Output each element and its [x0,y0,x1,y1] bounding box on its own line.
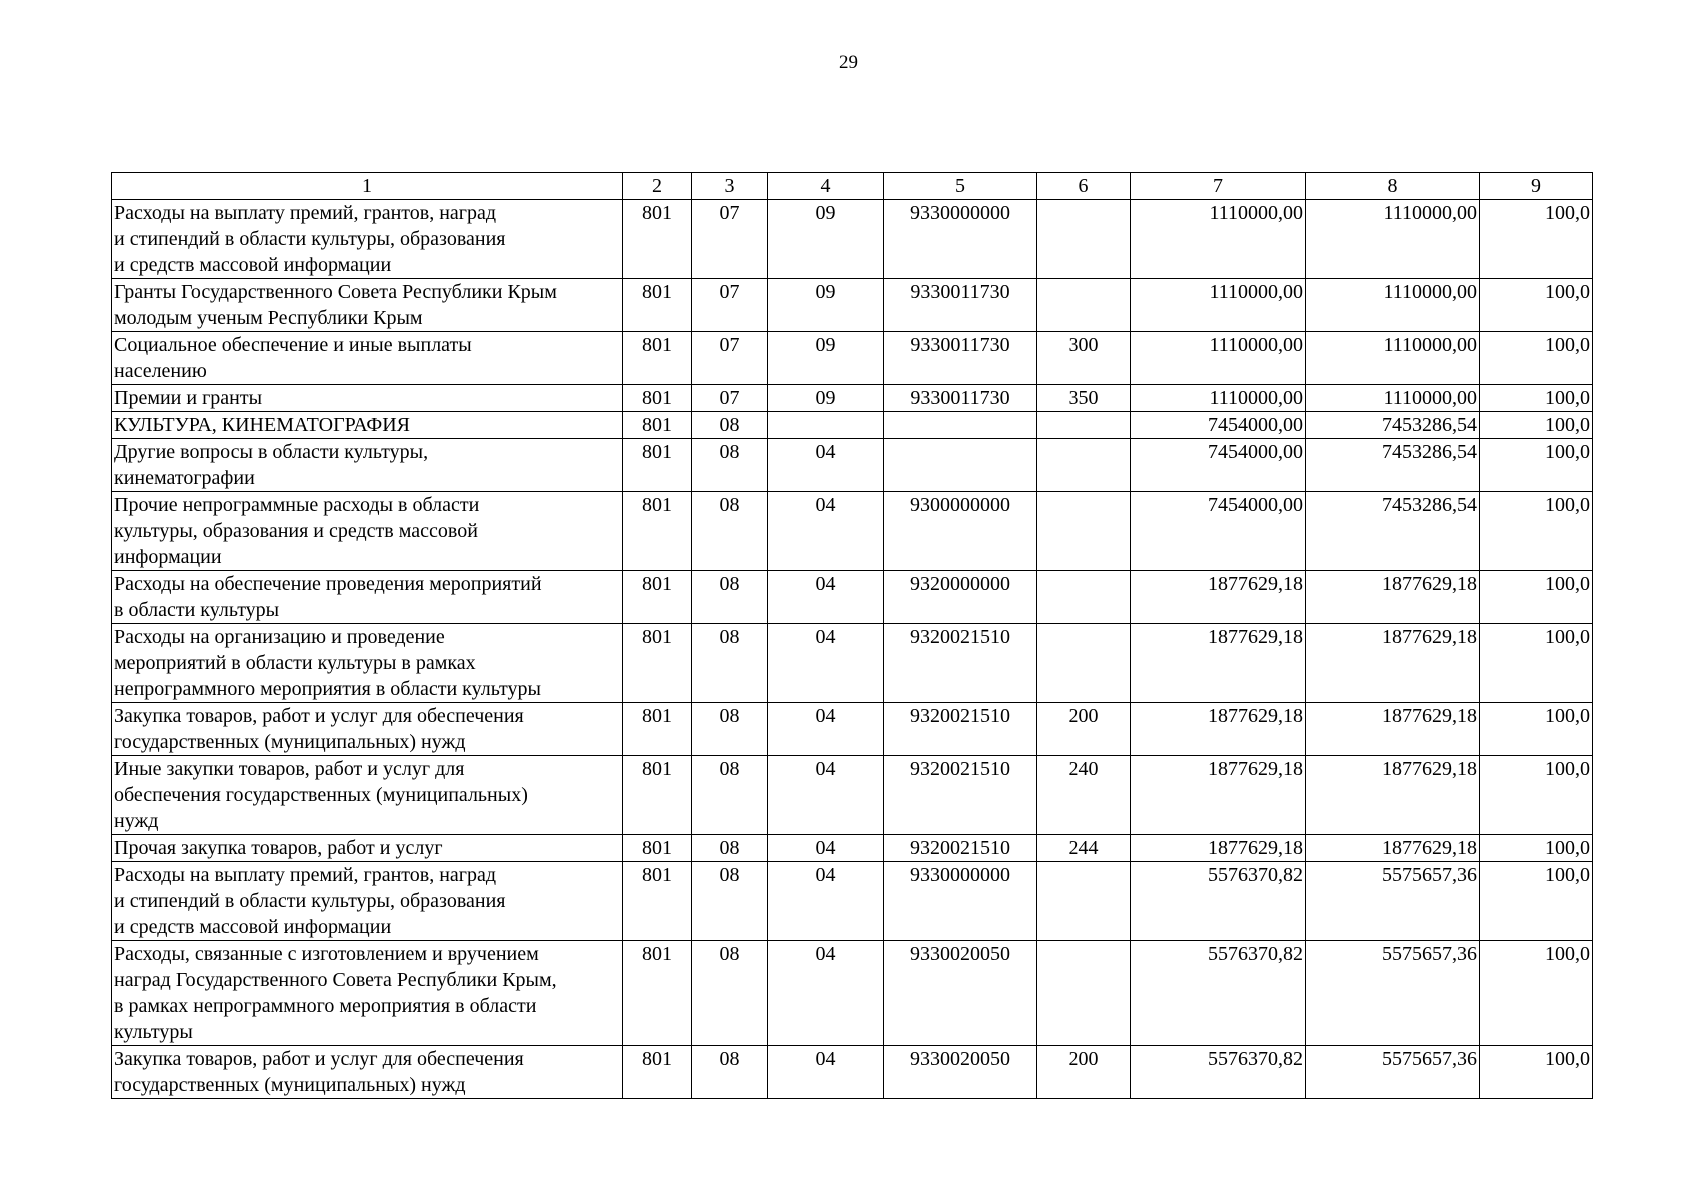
section-code-cell: 08 [692,412,768,439]
subsection-code-cell: 04 [768,624,884,703]
column-header: 5 [884,173,1037,200]
column-header: 9 [1480,173,1593,200]
row-name-line: культуры [114,1021,193,1043]
expense-type-cell [1037,279,1131,332]
target-article-cell: 9320021510 [884,703,1037,756]
table-row [112,941,1593,1046]
row-name-cell [112,385,623,412]
section-code-cell: 07 [692,279,768,332]
ministry-code-cell: 801 [623,835,692,862]
budget-table [111,172,1593,1099]
expense-type-cell [1037,571,1131,624]
table-row [112,200,1593,279]
ministry-code-cell: 801 [623,439,692,492]
ministry-code-cell: 801 [623,412,692,439]
section-code-cell: 08 [692,941,768,1046]
section-code-cell: 08 [692,624,768,703]
expense-type-cell [1037,941,1131,1046]
percent-cell: 100,0 [1480,332,1593,385]
target-article-cell [884,412,1037,439]
ministry-code-cell: 801 [623,1046,692,1099]
row-name-line: информации [114,546,222,568]
row-name-cell [112,835,623,862]
section-code-cell: 07 [692,200,768,279]
percent-cell: 100,0 [1480,439,1593,492]
executed-amount-cell: 5575657,36 [1306,1046,1480,1099]
approved-amount-cell: 7454000,00 [1131,492,1306,571]
ministry-code-cell: 801 [623,571,692,624]
table-row [112,385,1593,412]
section-code-cell: 08 [692,571,768,624]
table-row [112,279,1593,332]
percent-cell: 100,0 [1480,412,1593,439]
row-name-line: Премии и гранты [114,387,263,409]
column-header: 3 [692,173,768,200]
target-article-cell: 9330020050 [884,941,1037,1046]
executed-amount-cell: 7453286,54 [1306,492,1480,571]
section-code-cell: 08 [692,492,768,571]
section-code-cell: 08 [692,756,768,835]
section-code-cell: 08 [692,1046,768,1099]
row-name-cell [112,1046,623,1099]
ministry-code-cell: 801 [623,200,692,279]
row-name-line: нужд [114,810,159,832]
executed-amount-cell: 7453286,54 [1306,439,1480,492]
approved-amount-cell: 1110000,00 [1131,200,1306,279]
subsection-code-cell: 04 [768,439,884,492]
percent-cell: 100,0 [1480,1046,1593,1099]
ministry-code-cell: 801 [623,703,692,756]
percent-cell: 100,0 [1480,624,1593,703]
subsection-code-cell: 04 [768,835,884,862]
expense-type-cell: 300 [1037,332,1131,385]
section-code-cell: 07 [692,332,768,385]
percent-cell: 100,0 [1480,279,1593,332]
subsection-code-cell: 04 [768,492,884,571]
table-row [112,862,1593,941]
executed-amount-cell: 1877629,18 [1306,835,1480,862]
approved-amount-cell: 5576370,82 [1131,1046,1306,1099]
row-name-cell [112,492,623,571]
subsection-code-cell: 04 [768,862,884,941]
row-name-line: государственных (муниципальных) нужд [114,731,466,753]
row-name-line: Расходы на организацию и проведение [114,626,445,648]
column-header: 1 [112,173,623,200]
table-row [112,703,1593,756]
table-row [112,571,1593,624]
subsection-code-cell: 09 [768,279,884,332]
row-name-line: Закупка товаров, работ и услуг для обеспечения [114,705,524,727]
row-name-line: культуры, образования и средств массовой [114,520,478,542]
row-name-line: молодым ученым Республики Крым [114,307,423,329]
executed-amount-cell: 1877629,18 [1306,703,1480,756]
expense-type-cell [1037,200,1131,279]
subsection-code-cell: 04 [768,703,884,756]
section-code-cell: 07 [692,385,768,412]
ministry-code-cell: 801 [623,385,692,412]
target-article-cell: 9330011730 [884,332,1037,385]
row-name-line: Прочая закупка товаров, работ и услуг [114,837,443,859]
target-article-cell: 9300000000 [884,492,1037,571]
section-code-cell: 08 [692,439,768,492]
row-name-line: Расходы, связанные с изготовлением и вручением [114,943,539,965]
expense-type-cell [1037,412,1131,439]
target-article-cell: 9330011730 [884,385,1037,412]
subsection-code-cell: 04 [768,571,884,624]
approved-amount-cell: 1877629,18 [1131,703,1306,756]
approved-amount-cell: 5576370,82 [1131,941,1306,1046]
target-article-cell: 9320021510 [884,835,1037,862]
row-name-line: Иные закупки товаров, работ и услуг для [114,758,465,780]
target-article-cell: 9320021510 [884,624,1037,703]
subsection-code-cell: 04 [768,756,884,835]
percent-cell: 100,0 [1480,835,1593,862]
approved-amount-cell: 1877629,18 [1131,756,1306,835]
expense-type-cell: 200 [1037,703,1131,756]
subsection-code-cell: 04 [768,941,884,1046]
approved-amount-cell: 7454000,00 [1131,412,1306,439]
row-name-cell [112,941,623,1046]
percent-cell: 100,0 [1480,862,1593,941]
section-code-cell: 08 [692,862,768,941]
executed-amount-cell: 1110000,00 [1306,332,1480,385]
approved-amount-cell: 1110000,00 [1131,279,1306,332]
executed-amount-cell: 1110000,00 [1306,385,1480,412]
ministry-code-cell: 801 [623,332,692,385]
table-row [112,756,1593,835]
percent-cell: 100,0 [1480,941,1593,1046]
ministry-code-cell: 801 [623,862,692,941]
executed-amount-cell: 1877629,18 [1306,624,1480,703]
row-name-cell [112,279,623,332]
percent-cell: 100,0 [1480,200,1593,279]
approved-amount-cell: 1877629,18 [1131,571,1306,624]
row-name-line: государственных (муниципальных) нужд [114,1074,466,1096]
table-row [112,1046,1593,1099]
row-name-cell [112,624,623,703]
expense-type-cell: 200 [1037,1046,1131,1099]
row-name-line: непрограммного мероприятия в области культуры [114,678,541,700]
row-name-cell [112,200,623,279]
subsection-code-cell: 09 [768,385,884,412]
ministry-code-cell: 801 [623,756,692,835]
ministry-code-cell: 801 [623,492,692,571]
target-article-cell: 9320021510 [884,756,1037,835]
subsection-code-cell: 09 [768,200,884,279]
approved-amount-cell: 7454000,00 [1131,439,1306,492]
row-name-line: Гранты Государственного Совета Республики Крым [114,281,557,303]
table-row [112,492,1593,571]
row-name-cell [112,703,623,756]
table-row [112,332,1593,385]
approved-amount-cell: 5576370,82 [1131,862,1306,941]
percent-cell: 100,0 [1480,703,1593,756]
row-name-cell [112,412,623,439]
target-article-cell: 9330011730 [884,279,1037,332]
column-header: 6 [1037,173,1131,200]
target-article-cell: 9330000000 [884,200,1037,279]
row-name-cell [112,332,623,385]
column-header: 7 [1131,173,1306,200]
row-name-line: Другие вопросы в области культуры, [114,441,429,463]
subsection-code-cell: 04 [768,1046,884,1099]
target-article-cell: 9330020050 [884,1046,1037,1099]
ministry-code-cell: 801 [623,624,692,703]
row-name-line: кинематографии [114,467,255,489]
row-name-line: Расходы на выплату премий, грантов, наград [114,202,497,224]
row-name-line: Прочие непрограммные расходы в области [114,494,480,516]
row-name-line: в рамках непрограммного мероприятия в области [114,995,537,1017]
expense-type-cell [1037,862,1131,941]
section-code-cell: 08 [692,835,768,862]
expense-type-cell [1037,492,1131,571]
executed-amount-cell: 1877629,18 [1306,571,1480,624]
percent-cell: 100,0 [1480,385,1593,412]
executed-amount-cell: 1110000,00 [1306,200,1480,279]
table-row [112,624,1593,703]
column-header: 4 [768,173,884,200]
page-number: 29 [839,52,858,73]
row-name-line: Социальное обеспечение и иные выплаты [114,334,472,356]
row-name-line: и стипендий в области культуры, образования [114,890,506,912]
executed-amount-cell: 1110000,00 [1306,279,1480,332]
subsection-code-cell [768,412,884,439]
ministry-code-cell: 801 [623,941,692,1046]
row-name-line: Расходы на выплату премий, грантов, наград [114,864,497,886]
row-name-cell [112,571,623,624]
approved-amount-cell: 1110000,00 [1131,332,1306,385]
expense-type-cell: 244 [1037,835,1131,862]
expense-type-cell [1037,439,1131,492]
target-article-cell [884,439,1037,492]
percent-cell: 100,0 [1480,756,1593,835]
row-name-line: Расходы на обеспечение проведения мероприятий [114,573,542,595]
table-row [112,439,1593,492]
executed-amount-cell: 5575657,36 [1306,862,1480,941]
row-name-cell [112,439,623,492]
table-body [112,200,1593,1099]
table-header-row [112,173,1593,200]
percent-cell: 100,0 [1480,571,1593,624]
subsection-code-cell: 09 [768,332,884,385]
approved-amount-cell: 1877629,18 [1131,624,1306,703]
row-name-line: и стипендий в области культуры, образования [114,228,506,250]
column-header: 8 [1306,173,1480,200]
approved-amount-cell: 1877629,18 [1131,835,1306,862]
row-name-line: наград Государственного Совета Республики Крым, [114,969,557,991]
executed-amount-cell: 7453286,54 [1306,412,1480,439]
approved-amount-cell: 1110000,00 [1131,385,1306,412]
section-code-cell: 08 [692,703,768,756]
row-name-line: Закупка товаров, работ и услуг для обеспечения [114,1048,524,1070]
row-name-line: и средств массовой информации [114,916,392,938]
target-article-cell: 9330000000 [884,862,1037,941]
ministry-code-cell: 801 [623,279,692,332]
expense-type-cell [1037,624,1131,703]
executed-amount-cell: 5575657,36 [1306,941,1480,1046]
target-article-cell: 9320000000 [884,571,1037,624]
executed-amount-cell: 1877629,18 [1306,756,1480,835]
row-name-line: и средств массовой информации [114,254,392,276]
row-name-line: КУЛЬТУРА, КИНЕМАТОГРАФИЯ [114,414,410,436]
column-header: 2 [623,173,692,200]
expense-type-cell: 350 [1037,385,1131,412]
expense-type-cell: 240 [1037,756,1131,835]
row-name-line: мероприятий в области культуры в рамках [114,652,476,674]
row-name-cell [112,756,623,835]
table-row [112,412,1593,439]
row-name-line: обеспечения государственных (муниципальных) [114,784,528,806]
table-row [112,835,1593,862]
row-name-line: в области культуры [114,599,280,621]
percent-cell: 100,0 [1480,492,1593,571]
row-name-cell [112,862,623,941]
row-name-line: населению [114,360,207,382]
